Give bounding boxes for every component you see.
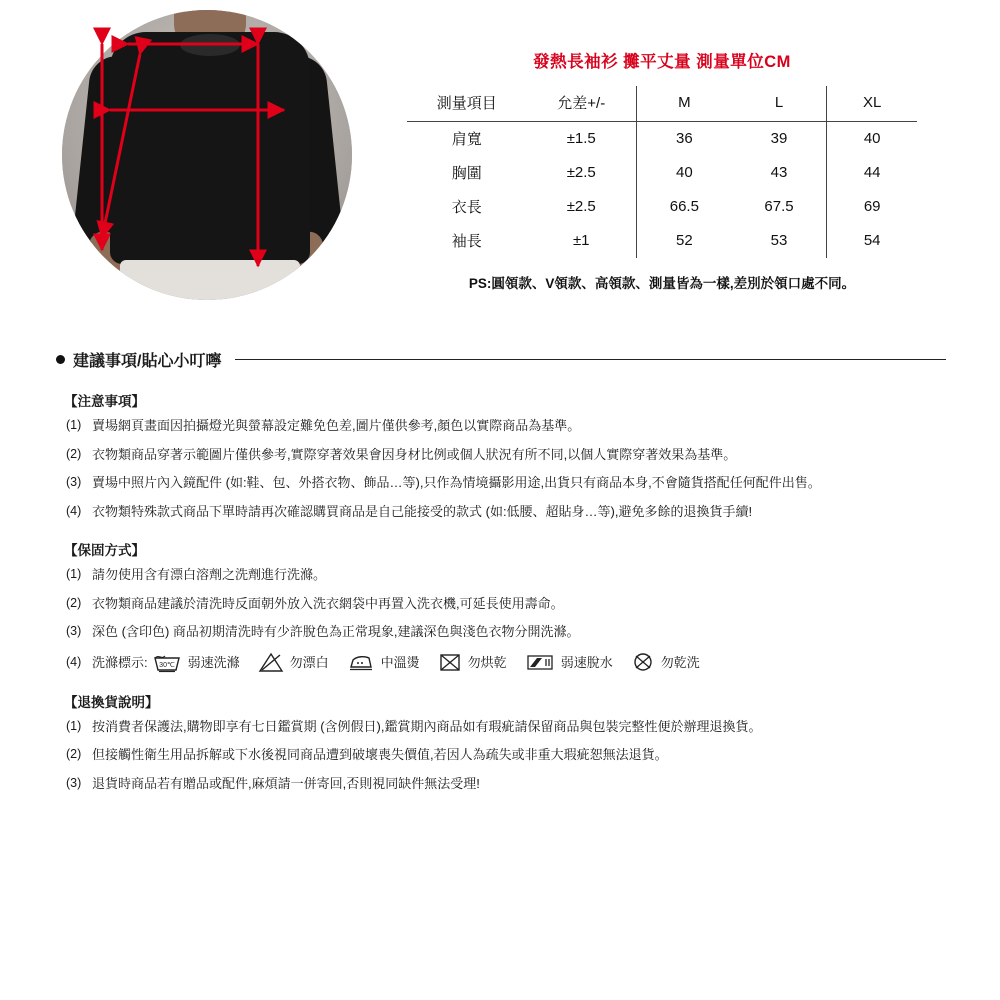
- model-pants: [120, 260, 300, 300]
- cell-xl: 54: [863, 232, 881, 249]
- wash-symbol-label: 勿乾洗: [660, 655, 700, 670]
- list-item-number: (1): [66, 418, 82, 432]
- cell-tolerance: ±1: [526, 224, 636, 258]
- header-size-l: L: [732, 86, 827, 122]
- table-row: [407, 156, 917, 190]
- list-item-number: (1): [66, 718, 82, 733]
- list-item-number: (1): [66, 567, 82, 581]
- list-item: [60, 594, 960, 614]
- notes-body: [60, 390, 960, 802]
- table-header-row: [407, 86, 917, 122]
- list-item: [60, 717, 960, 737]
- list-item-text: 賣場中照片內入鏡配件 (如:鞋、包、外搭衣物、飾品…等),只作為情境攝影用途,出貨只有商品本身,不會隨貨搭配任何配件出售。: [92, 475, 821, 490]
- size-chart-title: 發熱長袖衫 攤平丈量 測量單位CM: [533, 53, 791, 71]
- cell-item: 胸圍: [451, 165, 482, 182]
- shirt-body: [110, 32, 310, 264]
- list-item-text: 但接觸性衛生用品拆解或下水後視同商品遭到破壞喪失價值,若因人為疏失或非重大瑕疵恕無法退貨。: [92, 747, 668, 762]
- cell-xl: 40: [863, 130, 881, 147]
- header-item: 測量項目: [407, 86, 526, 122]
- list-item-text: 衣物類商品穿著示範圖片僅供參考,實際穿著效果會因身材比例或個人狀況有所不同,以個人實際穿著效果為基準。: [92, 446, 737, 462]
- table-row: [407, 122, 917, 157]
- cell-tolerance: ±1.5: [526, 122, 636, 157]
- list-item: [60, 473, 960, 493]
- header-size-m: M: [637, 86, 732, 122]
- list-item-text: 賣場網頁畫面因拍攝燈光與螢幕設定難免色差,圖片僅供參考,顏色以實際商品為基準。: [92, 418, 581, 433]
- cell-tolerance: ±2.5: [526, 156, 636, 190]
- section-heading: [56, 348, 946, 371]
- cell-xl: 44: [863, 164, 881, 181]
- table-row: [407, 224, 917, 258]
- cell-l: 39: [732, 122, 827, 157]
- list-item: [60, 416, 960, 436]
- washing-label-prefix: 洗滌標示:: [92, 655, 148, 670]
- list-item: [60, 774, 960, 794]
- list-item: [60, 622, 960, 642]
- gentle-spin-icon: [525, 651, 555, 673]
- wash-symbol-label: 勿烘乾: [467, 655, 507, 670]
- no-tumble-dry-icon: [438, 651, 462, 673]
- wash-symbol-label: 勿漂白: [289, 655, 329, 670]
- size-chart-note: PS:圓領款、V領款、高領款、測量皆為一樣,差別於領口處不同。: [468, 276, 856, 291]
- wash-symbol-gentle-spin: [525, 651, 613, 673]
- group-title-returns: 【退換貨說明】: [64, 694, 159, 710]
- cell-m: 52: [676, 232, 693, 249]
- list-item: [60, 445, 960, 465]
- no-bleach-triangle-icon: [258, 651, 284, 673]
- cell-l: 53: [732, 224, 827, 258]
- washing-instructions-row: [60, 651, 960, 673]
- cell-item: 衣長: [451, 199, 482, 216]
- header-tolerance: 允差+/-: [526, 86, 636, 122]
- list-item-number: (4): [66, 503, 82, 518]
- group-title-warranty: 【保固方式】: [64, 543, 145, 558]
- wash-symbol-no-tumble-dry: [438, 651, 507, 673]
- list-item: [60, 502, 960, 522]
- wash-symbol-no-dry-clean: [631, 651, 700, 673]
- cell-l: 43: [732, 156, 827, 190]
- list-item-number: (4): [66, 654, 82, 669]
- cell-m: 36: [676, 130, 693, 147]
- wash-symbol-label: 中溫燙: [380, 655, 420, 670]
- list-item-text: 按消費者保護法,購物即享有七日鑑賞期 (含例假日),鑑賞期內商品如有瑕疵請保留商品與包裝完整性便於辦理退換貨。: [92, 718, 762, 734]
- cell-l: 67.5: [732, 190, 827, 224]
- wash-symbol-label: 弱速洗滌: [187, 655, 240, 670]
- list-item-text: 深色 (含印色) 商品初期清洗時有少許脫色為正常現象,建議深色與淺色衣物分開洗滌。: [92, 624, 580, 639]
- list-item-number: (2): [66, 446, 82, 461]
- cell-m: 40: [676, 164, 693, 181]
- cell-tolerance: ±2.5: [526, 190, 636, 224]
- list-item-number: (2): [66, 595, 82, 610]
- list-item-number: (3): [66, 624, 82, 638]
- list-item-text: 退貨時商品若有贈品或配件,麻煩請一併寄回,否則視同缺件無法受理!: [92, 775, 480, 791]
- list-item: [60, 565, 960, 585]
- product-photo: [62, 10, 352, 300]
- wash-symbol-no-bleach: [258, 651, 329, 673]
- list-item: [60, 745, 960, 765]
- table-row: [407, 190, 917, 224]
- no-dry-clean-icon: [631, 651, 655, 673]
- list-item-text: 請勿使用含有漂白溶劑之洗劑進行洗滌。: [92, 567, 327, 582]
- cell-item: 肩寬: [451, 131, 482, 148]
- list-item-number: (3): [66, 775, 82, 790]
- heading-divider: [235, 359, 946, 360]
- size-chart-table: [407, 86, 917, 258]
- list-item-number: (2): [66, 747, 82, 761]
- list-item-text: 衣物類特殊款式商品下單時請再次確認購買商品是自己能接受的款式 (如:低腰、超貼身…等),避免多餘的退換貨手續!: [92, 503, 753, 519]
- header-size-xl: XL: [827, 86, 917, 122]
- list-item-text: 衣物類商品建議於清洗時反面朝外放入洗衣網袋中再置入洗衣機,可延長使用壽命。: [92, 595, 564, 611]
- shirt-collar: [180, 34, 240, 56]
- svg-text:30℃: 30℃: [158, 661, 175, 669]
- section-heading-text: 建議事項/貼心小叮嚀: [73, 353, 222, 370]
- wash-tub-30-icon: [152, 651, 182, 673]
- cell-m: 66.5: [669, 198, 699, 215]
- product-measurement-section: [0, 0, 1000, 330]
- iron-medium-icon: [347, 651, 375, 673]
- product-photo-circle: [62, 10, 352, 300]
- bullet-dot-icon: [56, 355, 65, 364]
- size-chart: [392, 48, 932, 292]
- wash-symbol-iron-medium: [347, 651, 420, 673]
- cell-xl: 69: [863, 198, 881, 215]
- cell-item: 袖長: [451, 233, 482, 250]
- wash-symbol-gentle-wash: [152, 651, 240, 673]
- wash-symbol-label: 弱速脫水: [560, 655, 613, 670]
- group-title-precautions: 【注意事項】: [64, 394, 145, 409]
- list-item-number: (3): [66, 475, 82, 489]
